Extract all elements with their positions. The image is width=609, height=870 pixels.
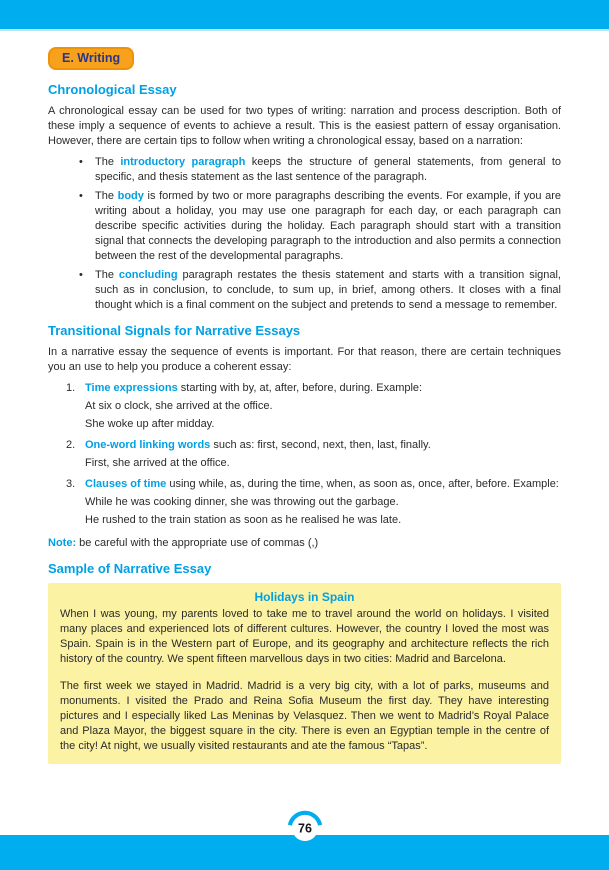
item-lead-text: using while, as, during the time, when, as soon as, once, after, before. Example: [166,478,559,490]
bullet-text-pre: The [95,269,119,281]
essay-paragraph-2: The first week we stayed in Madrid. Madrid is a very big city, with a lot of parks, museums and monuments. I visited the Prado and Reina Sofia Museum the first day. They have interesting pictures and I especially liked Las Meninas by Velasquez. Then we went to Madrid’s Royal Palace and Plaza Mayor, the biggest square in the city. There is even an Egyptian temple in the centre of the city! At night, we usually visited restaurants and ate the famous “Tapas”. [60,680,549,752]
example-sentence: First, she arrived at the office. [85,457,230,469]
top-blue-bar [0,0,609,31]
heading-sample-narrative-essay: Sample of Narrative Essay [48,561,212,576]
section-transitional-signals [48,323,561,551]
example-sentence: While he was cooking dinner, she was throwing out the garbage. [85,496,399,508]
section-badge-label: E. Writing [62,51,121,65]
note-label: Note: [48,537,77,549]
item-body [85,381,561,432]
section-badge [48,47,134,70]
keyword-concluding: concluding [118,269,178,281]
heading-chronological-essay: Chronological Essay [48,82,177,97]
numbered-item-one-word-linking [48,438,561,471]
essay-paragraph-1: When I was young, my parents loved to take me to travel around the world on holidays. I visited many places and experienced lots of different cultures. However, the country I loved the most was Spain. Spain is in the Western part of Europe, and its geography and architecture reflects the rich history of the country. We spent fifteen marvellous days in two cities: Madrid and Barcelona. [60,608,549,665]
bullet-introductory-paragraph [48,155,561,185]
section-sample-essay [48,561,561,764]
note-text: be careful with the appropriate use of commas (,) [76,537,319,549]
item-number: 3. [66,478,76,490]
item-number: 1. [66,382,76,394]
numbered-item-clauses-of-time [48,477,561,528]
keyword-body: body [117,190,144,202]
transitional-intro-paragraph: In a narrative essay the sequence of events is important. For that reason, there are certain techniques you an use to help you produce a coherent essay: [48,346,561,373]
example-sentence: At six o clock, she arrived at the office. [85,400,273,412]
item-body [85,477,561,528]
bullet-text-post: paragraph restates the thesis statement and starts with a transition signal, such as in conclusion, to conclude, to sum up, in brief, among others. It closes with a final thought which is a final comment on the subject and pretends to send a message to remember. [95,269,561,311]
item-lead-text: starting with by, at, after, before, during. Example: [177,382,423,394]
chronological-bullet-list [48,155,561,313]
example-sentence: She woke up after midday. [85,418,215,430]
item-lead-text: such as: first, second, next, then, last, finally. [210,439,431,451]
page-content [0,33,609,764]
note-line [48,536,561,551]
example-sentence: He rushed to the train station as soon as he realised he was late. [85,514,402,526]
bullet-text-pre: The [95,190,118,202]
bullet-text-post: is formed by two or more paragraphs describing the events. For example, if you are writing about a holiday, you may use one paragraph for each day, or each paragraph can describe specific activities during the holiday. Each paragraph should start with a transition signal that connects the developing paragraph to the introduction and also permits a connection between the rest of the developmental paragraphs. [95,190,561,262]
item-lead [85,438,561,453]
heading-transitional-signals: Transitional Signals for Narrative Essays [48,323,301,338]
essay-title: Holidays in Spain [254,590,355,604]
sample-essay-box [48,583,561,764]
page-number-arc-icon [287,810,323,846]
item-lead [85,381,561,396]
item-number: 2. [66,439,76,451]
item-lead [85,477,561,492]
item-body [85,438,561,471]
bullet-concluding [48,268,561,313]
bullet-text-pre: The [95,156,121,168]
page-number-badge [287,810,323,846]
keyword-time-expressions: Time expressions [85,382,178,394]
numbered-item-time-expressions [48,381,561,432]
page-number: 76 [297,821,312,836]
bullet-body [48,189,561,264]
chronological-intro-paragraph: A chronological essay can be used for two types of writing: narration and process description. Both of these imply a sequence of events to achieve a result. This is the easiest pattern of essay organisation. However, there are certain tips to follow when writing a chronological essay, based on a narration: [48,105,561,147]
keyword-one-word-linking-words: One-word linking words [85,439,211,451]
keyword-clauses-of-time: Clauses of time [85,478,167,490]
bullet-text-post: keeps the structure of general statements, from general to specific, and thesis statement as the last sentence of the paragraph. [95,156,562,183]
keyword-introductory-paragraph: introductory paragraph [120,156,246,168]
